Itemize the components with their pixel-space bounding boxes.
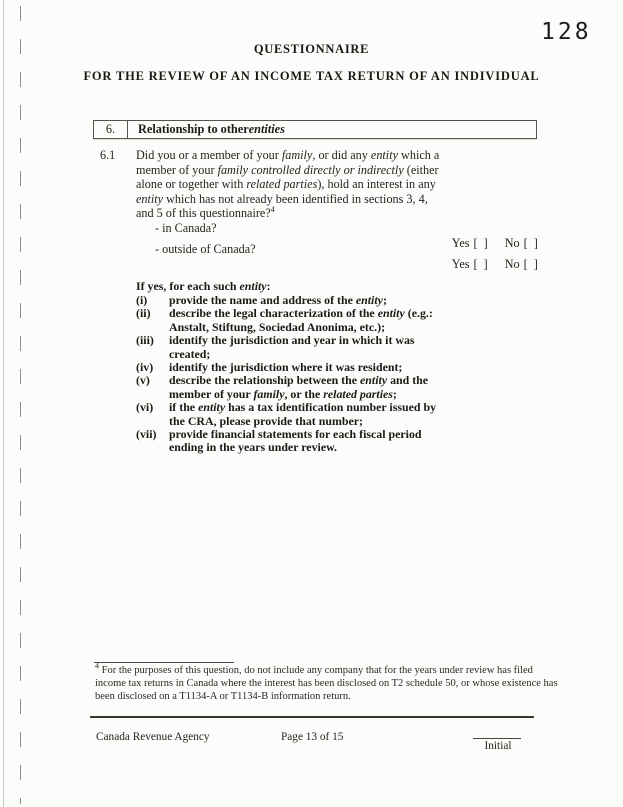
- list-item-label: (iii): [136, 333, 154, 348]
- no-checkbox-in-canada[interactable]: [ ]: [523, 236, 538, 250]
- no-checkbox-outside-canada[interactable]: [ ]: [523, 257, 538, 271]
- stamp-page-number: 128: [541, 19, 592, 45]
- list-item-label: (ii): [136, 306, 151, 321]
- subquestion-outside-canada-label: - outside of Canada?: [155, 242, 256, 256]
- yes-label: Yes: [451, 236, 470, 250]
- list-item-label: (iv): [136, 360, 154, 375]
- no-label: No: [504, 257, 520, 271]
- list-item-text: describe the relationship between the entity and the member of your family, or the related parties;: [169, 373, 429, 401]
- list-item-label: (i): [136, 293, 148, 307]
- list-item-text: provide financial statements for each fiscal period ending in the years under review.: [169, 427, 422, 455]
- list-item-label: (vi): [136, 400, 154, 415]
- section-number: 6.: [94, 121, 128, 138]
- entity-requirements-list: [136, 294, 466, 455]
- list-item: [136, 361, 466, 374]
- list-item-text: identify the jurisdiction and year in which it was created;: [169, 333, 415, 361]
- list-item: [136, 334, 466, 361]
- list-item-text: describe the legal characterization of the entity (e.g.: Anstalt, Stiftung, Sociedad Anonima, etc.);: [169, 306, 433, 334]
- if-yes-intro: If yes, for each such entity:: [136, 279, 271, 293]
- document-subtitle: FOR THE REVIEW OF AN INCOME TAX RETURN OF AN INDIVIDUAL: [83, 69, 540, 83]
- binding-dashed-line: [20, 6, 21, 804]
- list-item-text: identify the jurisdiction where it was resident;: [169, 360, 403, 375]
- subquestion-in-canada-label: - in Canada?: [155, 221, 217, 235]
- subquestion-outside-canada-answers: [440, 242, 538, 287]
- list-item: [136, 374, 466, 401]
- list-item: [136, 401, 466, 428]
- footer-divider: [90, 716, 534, 718]
- list-item-text: if the entity has a tax identification number issued by the CRA, please provide that number;: [169, 400, 437, 428]
- section-title: Relationship to other entities: [138, 122, 285, 136]
- initial-signature-line[interactable]: [473, 738, 521, 739]
- list-item: [136, 307, 466, 334]
- section-6-header-box: [93, 120, 537, 139]
- list-item-label: (vii): [136, 427, 157, 442]
- list-item-label: (v): [136, 373, 150, 388]
- footnote-divider: [94, 662, 234, 663]
- question-6-1-number: 6.1: [100, 148, 116, 162]
- list-item: [136, 428, 466, 455]
- footnote-text: $^4$ For the purposes of this question, do not include any company that for the years under review has filed income tax returns in Canada where the interest has been disclosed on T2 schedule 50, or whose existence has been disclosed on a T1134-A or T1134-B information return.: [95, 661, 558, 702]
- footer-page-indicator: Page 13 of 15: [281, 731, 344, 743]
- list-item: [136, 294, 466, 307]
- no-label: No: [504, 236, 520, 250]
- yes-checkbox-outside-canada[interactable]: [ ]: [473, 257, 488, 271]
- page-edge-line: [3, 0, 4, 807]
- yes-label: Yes: [451, 257, 470, 271]
- yes-checkbox-in-canada[interactable]: [ ]: [473, 236, 488, 250]
- document-title: QUESTIONNAIRE: [253, 42, 370, 56]
- list-item-text: provide the name and address of the entity;: [169, 293, 387, 307]
- question-6-1-body: Did you or a member of your family, or did any entity which a member of your family controlled directly or indirectly (either alone or together with related parties), hold an interest in any entity which has not already been identified in sections 3, 4, and 5 of this questionnaire?$^4$: [136, 148, 440, 221]
- footer-org-name: Canada Revenue Agency: [96, 731, 210, 743]
- initial-label: Initial: [484, 740, 512, 752]
